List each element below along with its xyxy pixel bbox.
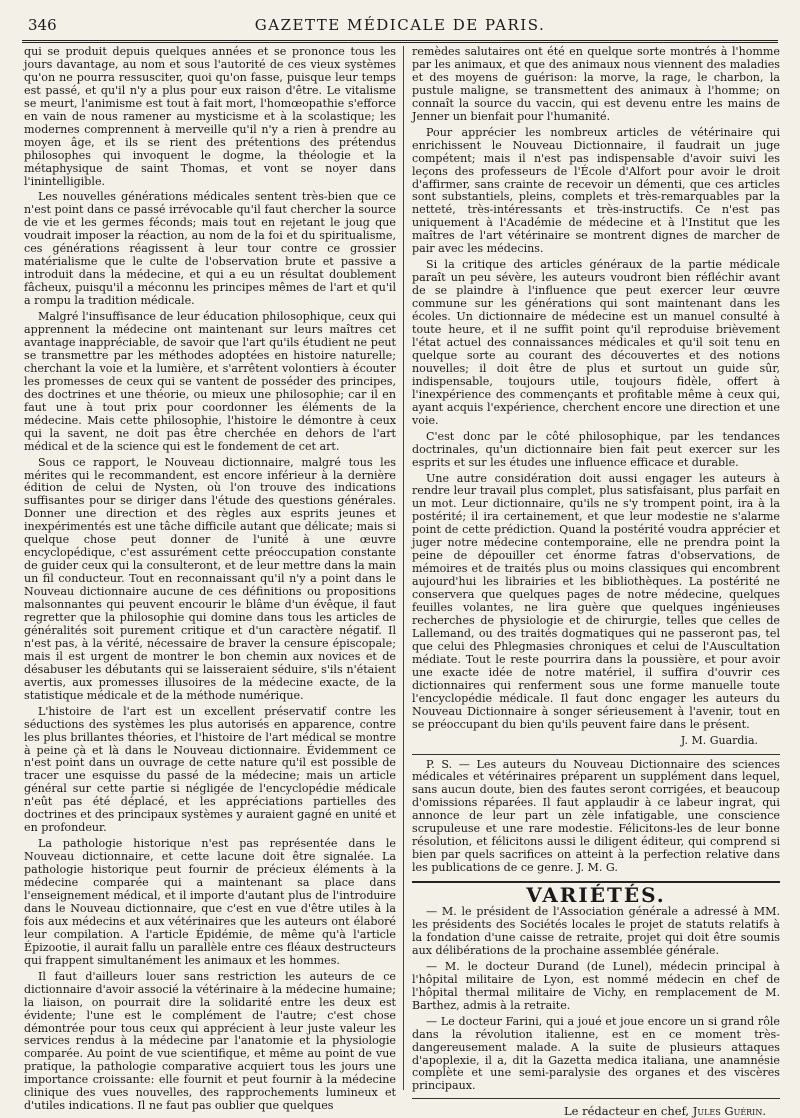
paragraph: qui se produit depuis quelques années et se prononce tous les jours davantage, au nom et sous l'autorité de ces vieux systèmes qu'on ne pourra ressusciter, quoi qu'on fasse, puisque leur temps est passé, et qu'il n'y a plus pour eux raison d'être. Le vitalisme se meurt, l'animisme est tout à fait mort, l'homœopathie s'efforce en vain de nous ramener au mysticisme et à la scolastique; les modernes comprennent à merveille qu'il n'y a rien à prendre au moyen âge, et ils se rient des prétentions des prétendus philosophes qui invoquent le dogme, la théologie et la métaphysique de saint Thomas, et vont se noyer dans l'inintelligible. — [24, 45, 396, 188]
right-column — [412, 46, 780, 1118]
paragraph: Une autre considération doit aussi engager les auteurs à rendre leur travail plus complet, plus satisfaisant, plus parfait en un mot. Leur dictionnaire, qu'ils ne s'y trompent point, ira à la postérité; il ira certainement, et que leur modestie ne s'alarme point de cette prédiction. Quand la postérité voudra apprécier et juger notre médecine contemporaine, elle ne prendra point la peine de dépouiller cet énorme fatras d'observations, de mémoires et de traités plus ou moins classiques qui encombrent aujourd'hui les librairies et les bibliothèques. La postérité ne conservera que quelques pages de notre médecine, quelques feuilles volantes, ne lira guère que quelques ingénieuses recherches de physiologie et de chirurgie, telles que celles de Lallemand, ou des traités dogmatiques qui ne passeront pas, tel que celui des Phlegmasies chroniques et celui de l'Auscultation médiate. Tout le reste pourrira dans la poussière, et pour avoir une exacte idée de notre matériel, il suffira d'ouvrir ces dictionnaires qui renferment sous une forme manuelle toute l'encyclopédie médicale. Il faut donc engager les auteurs du Nouveau Dictionnaire à songer sérieusement à l'avenir, tout en se préoccupant du bien qu'ils peuvent faire dans le présent. — [412, 471, 780, 731]
page-number: 346 — [28, 16, 57, 34]
section-rule — [412, 1098, 780, 1099]
paragraph: Malgré l'insuffisance de leur éducation philosophique, ceux qui apprennent la médecine ont maintenant sur leurs maîtres cet avantage inappréciable, de savoir que l'art qu'ils étudient ne peut se transmettre par les méthodes adoptées en histoire naturelle; cherchant la voie et la lumière, et s'arrêtent volontiers à écouter les promesses de ceux qui se vantent de posséder des principes, des doctrines et une théorie, ou mieux une philosophie; car il en faut une à tout prix pour coordonner les éléments de la médecine. Mais cette philosophie, l'histoire le démontre à ceux qui la savent, ne doit pas être cherchée en dehors de l'art médical et de la science qui est le fondement de cet art. — [24, 310, 396, 453]
news-item: — M. le président de l'Association générale a adressé à MM. les présidents des Sociétés locales le projet de statuts relatifs à la fondation d'une caisse de retraite, projet qui doit être soumis aux délibérations de la prochaine assemblée générale. — [412, 905, 780, 957]
paragraph: C'est donc par le côté philosophique, par les tendances doctrinales, qu'un dictionnaire bien fait peut exercer sur les esprits et sur les études une influence efficace et durable. — [412, 429, 780, 469]
editor-prefix: Le rédacteur en chef, — [564, 1104, 693, 1118]
paragraph: Pour apprécier les nombreux articles de vétérinaire qui enrichissent le Nouveau Dictionnaire, il faudrait un juge compétent; mais il n'est pas indispensable d'avoir suivi les leçons des professeurs de l'École d'Alfort pour avoir le droit d'affirmer, sans crainte de recevoir un démenti, que ces articles sont substantiels, pleins, complets et très-remarquables par la netteté, très-intéressants et très-instructifs. Ce n'est pas uniquement à l'Académie de médecine et à l'Institut que les maîtres de l'art vétérinaire se montrent dignes de marcher de pair avec les médecins. — [412, 125, 780, 256]
varietes-heading: VARIÉTÉS. — [526, 883, 666, 908]
column-divider — [403, 46, 404, 1090]
editor-line — [412, 1105, 766, 1118]
journal-title: GAZETTE MÉDICALE DE PARIS. — [254, 16, 546, 34]
page-header — [22, 12, 778, 43]
author-signature: J. M. Guardia. — [680, 733, 758, 747]
paragraph: La pathologie historique n'est pas représentée dans le Nouveau dictionnaire, et cette lacune doit être signalée. La pathologie historique peut fournir de précieux éléments à la médecine comparée qui a maintenant sa place dans l'enseignement médical, et il importe d'autant plus de l'introduire dans le Nouveau dictionnaire, que c'est en vue d'être utiles à la fois aux médecins et aux vétérinaires que les auteurs ont élaboré leur compilation. A l'article Épidémie, de même qu'à l'article Épizootie, il aurait fallu un parallèle entre ces fléaux destructeurs qui frappent simultanément les animaux et les hommes. — [24, 837, 396, 967]
postscript: P. S. — Les auteurs du Nouveau Dictionnaire des sciences médicales et vétérinaires préparent un supplément dans lequel, sans aucun doute, bien des fautes seront corrigées, et beaucoup d'omissions réparées. Il faut applaudir à ce labeur ingrat, qui annonce de leur part un zèle infatigable, une conscience scrupuleuse et une rare modestie. Félicitons-les de leur bonne résolution, et félicitons aussi le diligent éditeur, qui comprend si bien par quels sacrifices on atteint à la perfection relative dans les publications de ce genre. J. M. G. — [412, 757, 780, 875]
left-column — [24, 46, 396, 1116]
paragraph: L'histoire de l'art est un excellent préservatif contre les séductions des systèmes les plus autorisés en apparence, contre les plus brillantes théories, et l'histoire de l'art médical se montre à peine çà et là dans le Nouveau dictionnaire. Évidemment ce n'est point dans un ouvrage de cette nature qu'il est possible de tracer une esquisse du passé de la médecine; mais un article général sur cette partie si négligée de l'encyclopédie médicale n'eût pas été déplacé, et les appréciations partielles des doctrines et des principaux systèmes y auraient gagné en unité et en profondeur. — [24, 704, 396, 835]
editor-name: Jules Guérin. — [692, 1104, 766, 1118]
news-item: — Le docteur Farini, qui a joué et joue encore un si grand rôle dans la révolution italienne, est en ce moment très-dangereusement malade. A la suite de plusieurs attaques d'apoplexie, il a, dit la Gazetta medica italiana, une anamnésie complète et une semi-paralysie des organes et des viscères principaux. — [412, 1014, 780, 1093]
section-rule — [412, 754, 780, 755]
paragraph: Si la critique des articles généraux de la partie médicale paraît un peu sévère, les auteurs voudront bien réfléchir avant de se plaindre à l'influence que peut exercer leur œuvre commune sur les générations qui sont maintenant dans les écoles. Un dictionnaire de médecine est un manuel consulté à toute heure, et il ne suffit point qu'il reproduise brièvement l'état actuel des connaissances médicales et qu'il soit tenu en quelque sorte au courant des découvertes et des notions nouvelles; il doit être de plus et surtout un guide sûr, indispensable, toujours utile, toujours fidèle, offert à l'inexpérience des commençants et profitable même à ceux qui, ayant acquis l'expérience, cherchent encore une direction et une voie. — [412, 258, 780, 427]
news-item: — M. le docteur Durand (de Lunel), médecin principal à l'hôpital militaire de Lyon, est nommé médecin en chef de l'hôpital thermal militaire de Vichy, en remplacement de M. Barthez, admis à la retraite. — [412, 959, 780, 1012]
paragraph: Il faut d'ailleurs louer sans restriction les auteurs de ce dictionnaire d'avoir associé la vétérinaire à la médecine humaine; la liaison, on pourrait dire la solidarité entre les deux est évidente; l'une est le complément de l'autre; c'est chose démontrée pour tous ceux qui apprécient à leur juste valeur les services rendus à la médecine par l'anatomie et la physiologie comparée. Au point de vue scientifique, et même au point de vue pratique, la pathologie comparative acquiert tous les jours une importance croissante: elle fournit et peut fournir à la médecine clinique des vues nouvelles, des rapprochements lumineux et d'utiles indications. Il ne faut pas oublier que quelques — [24, 969, 396, 1113]
paragraph: Sous ce rapport, le Nouveau dictionnaire, malgré tous les mérites qui le recommandent, est encore inférieur à la dernière édition de celui de Nysten, où l'on trouve des indications suffisantes pour se diriger dans l'étude des questions générales. Donner une direction et des règles aux esprits jeunes et inexpérimentés est une tâche difficile autant que délicate; mais si quelque chose peut donner de l'unité à une œuvre encyclopédique, c'est assurément cette préoccupation constante de guider ceux qui la consulteront, et de leur mettre dans la main un fil conducteur. Tout en reconnaissant qu'il n'y a point dans le Nouveau dictionnaire aucune de ces définitions ou propositions malsonnantes qui peuvent encourir le blâme d'un évêque, il faut regretter que la philosophie qui domine dans tous les articles de généralités soit purement critique et d'un caractère négatif. Il n'est pas, à la vérité, nécessaire de braver la censure épiscopale; mais il est urgent de montrer le bon chemin aux novices et de désabuser les débutants qui se laisseraient séduire, s'ils n'étaient avertis, aux promesses illusoires de la médecine exacte, de la statistique médicale et de la méthode numérique. — [24, 455, 396, 702]
paragraph: remèdes salutaires ont été en quelque sorte montrés à l'homme par les animaux, et que des animaux nous viennent des maladies et des moyens de guérison: la morve, la rage, le charbon, la pustule maligne, se transmettent des animaux à l'homme; on connaît la source du vaccin, qui est devenu entre les mains de Jenner un bienfait pour l'humanité. — [412, 45, 780, 123]
paragraph: Les nouvelles générations médicales sentent très-bien que ce n'est point dans ce passé irrévocable qu'il faut chercher la source de vie et les germes féconds; mais tout en rejetant le joug que voudrait imposer la réaction, au nom de la foi et du spiritualisme, ces générations réagissent à leur tour contre ce grossier matérialisme que le culte de l'observation brute et passive a introduit dans la médecine, et qui a eu un résultat doublement fâcheux, puisqu'il a méconnu les principes mêmes de l'art et qu'il a rompu la tradition médicale. — [24, 190, 396, 308]
